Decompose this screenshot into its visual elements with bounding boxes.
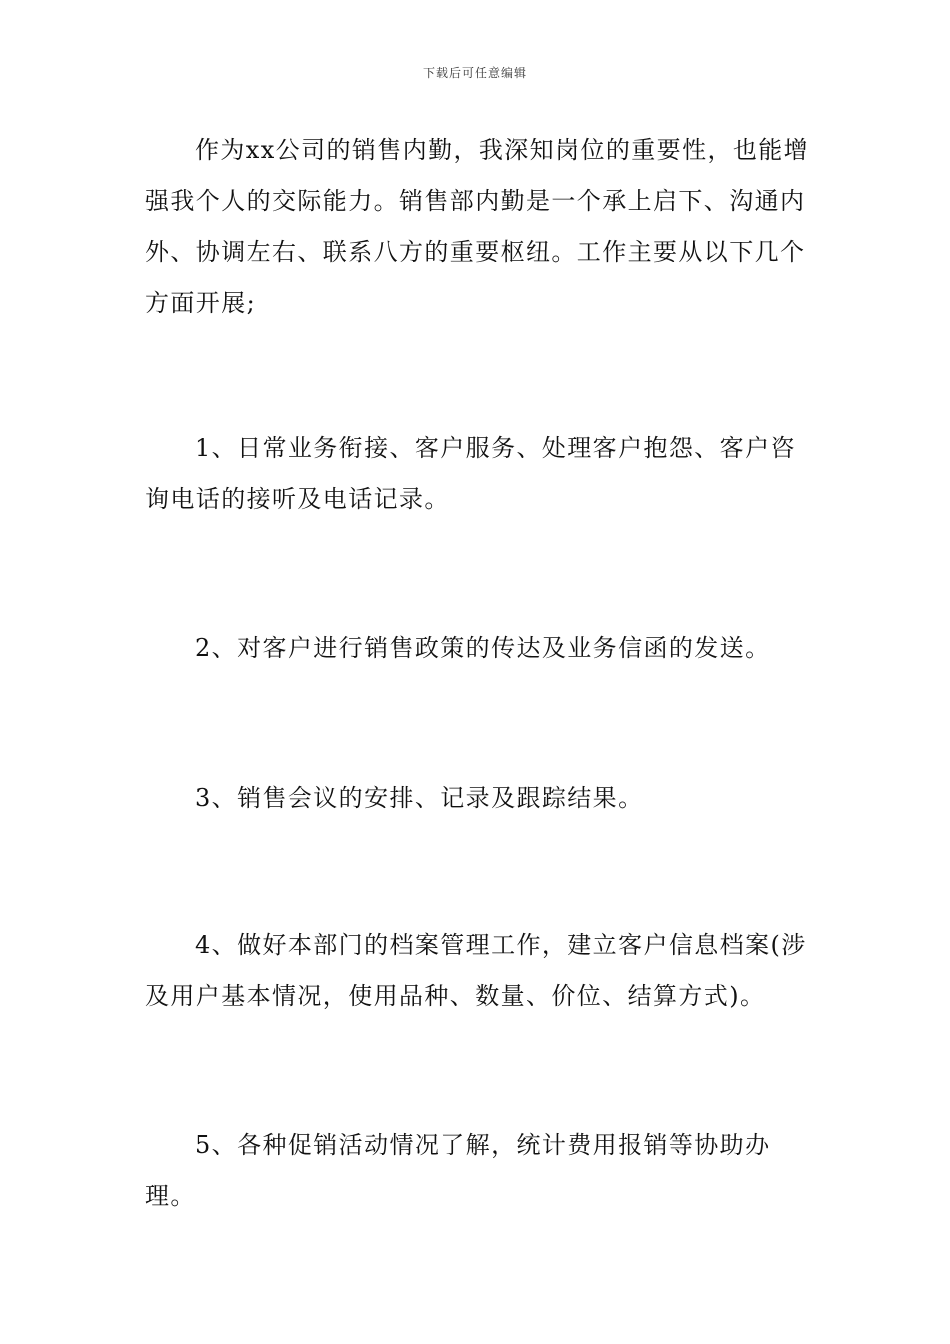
list-item-1: 1、日常业务衔接、客户服务、处理客户抱怨、客户咨询电话的接听及电话记录。 <box>145 434 796 513</box>
list-item-2: 2、对客户进行销售政策的传达及业务信函的发送。 <box>195 634 771 662</box>
list-item-4: 4、做好本部门的档案管理工作，建立客户信息档案(涉及用户基本情况，使用品种、数量、价位、结算方式)。 <box>145 931 807 1010</box>
intro-paragraph: 作为xx公司的销售内勤，我深知岗位的重要性，也能增强我个人的交际能力。销售部内勤是一个承上启下、沟通内外、协调左右、联系八方的重要枢纽。工作主要从以下几个方面开展; <box>145 136 810 317</box>
header-note: 下载后可任意编辑 <box>422 66 527 80</box>
list-item-3: 3、销售会议的安排、记录及跟踪结果。 <box>195 784 644 812</box>
list-item-5: 5、各种促销活动情况了解，统计费用报销等协助办理。 <box>145 1131 771 1210</box>
